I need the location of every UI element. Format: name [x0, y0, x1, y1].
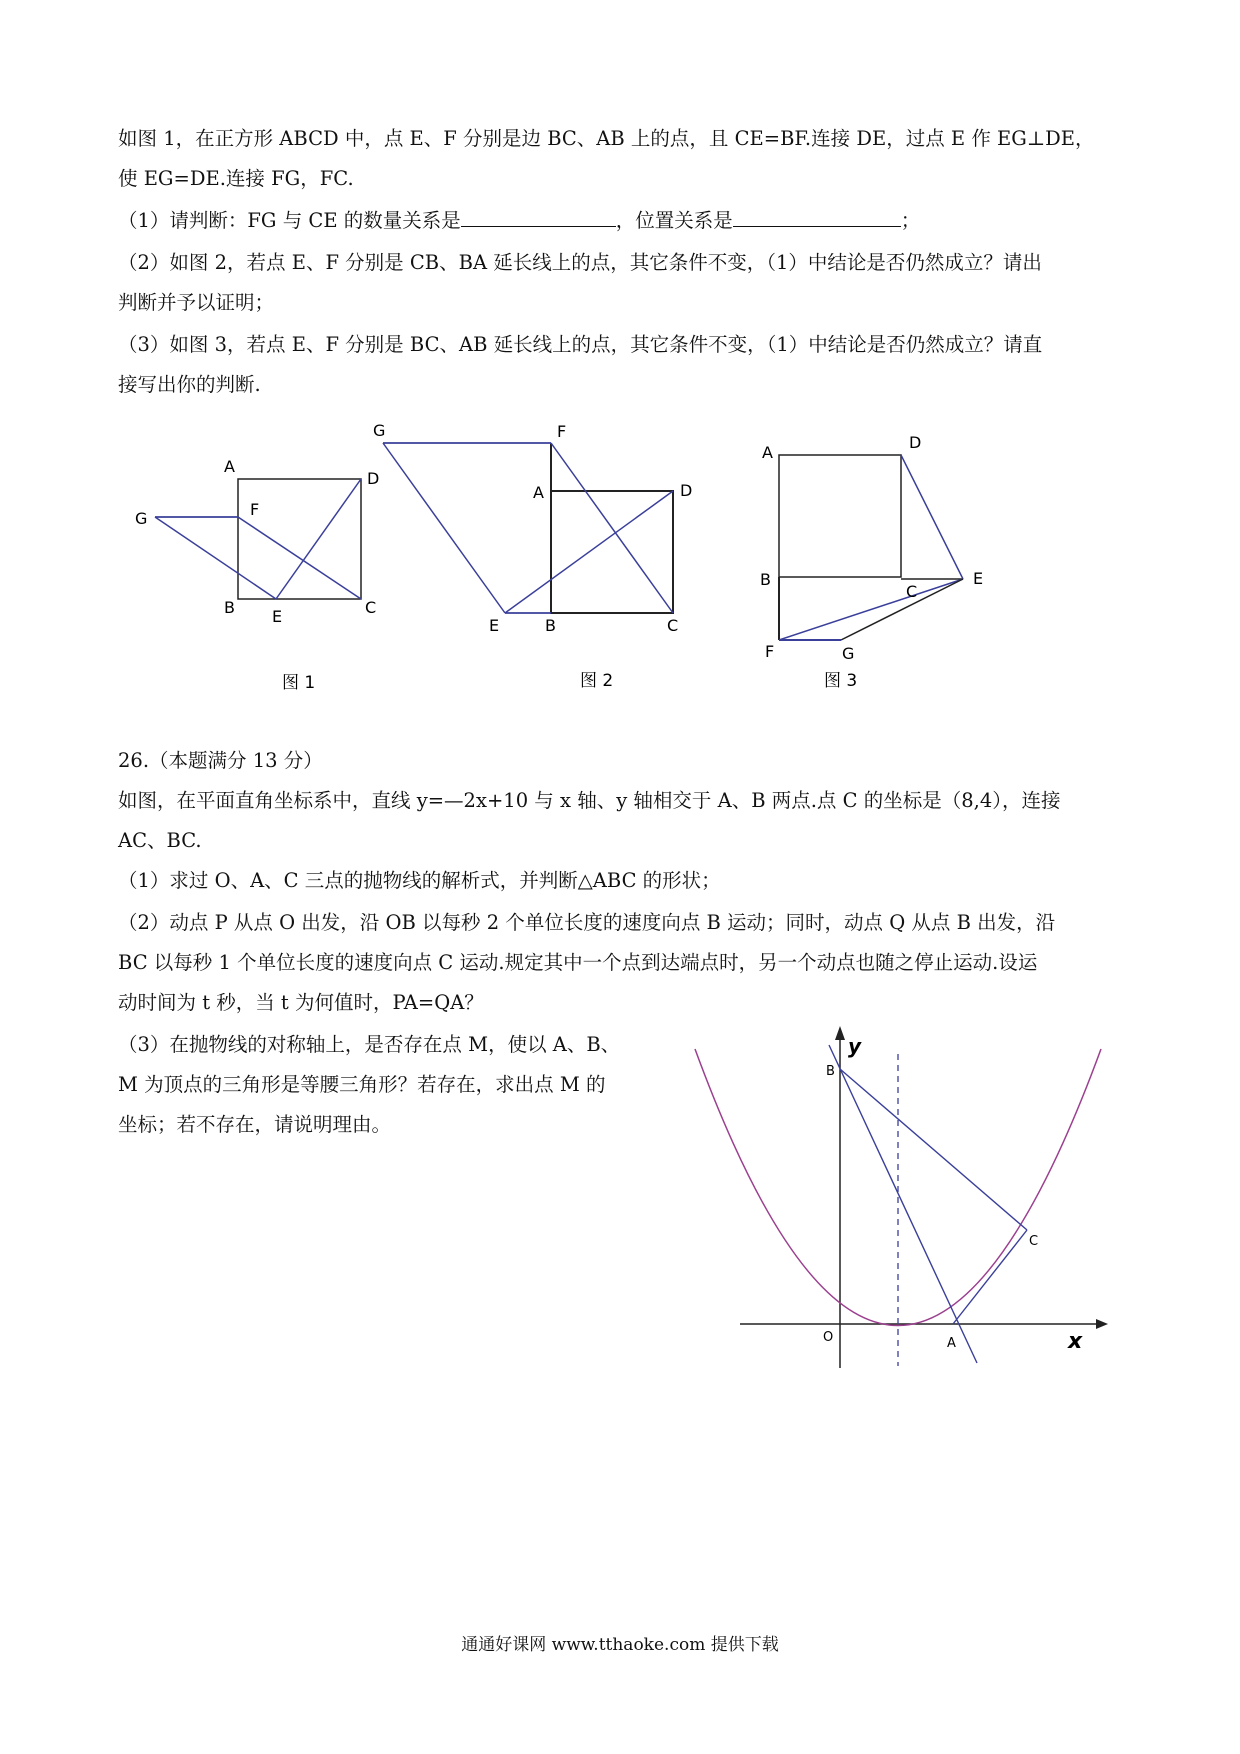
- p26-question2-line1: （2）动点 P 从点 O 出发，沿 OB 以每秒 2 个单位长度的速度向点 B 运动；同时，动点 Q 从点 B 出发，沿: [118, 911, 1056, 934]
- coordinate-graph: [680, 1020, 1120, 1380]
- fig1-label-D: D: [367, 469, 380, 488]
- fig1-segment-GE: [155, 517, 276, 599]
- geometry-figures: [0, 400, 1240, 700]
- fig3-label-G: G: [842, 644, 855, 663]
- fig3-label-B: B: [760, 570, 771, 589]
- fig2-label-A: A: [533, 483, 544, 502]
- label-C: C: [1029, 1234, 1039, 1249]
- p26-question3-line1: （3）在抛物线的对称轴上，是否存在点 M，使以 A、B、: [118, 1033, 621, 1056]
- p26-question2-line3: 动时间为 t 秒，当 t 为何值时，PA=QA？: [118, 991, 484, 1014]
- q1-text-c: ；: [900, 209, 921, 232]
- figure-2: [373, 421, 692, 691]
- p26-question1: （1）求过 O、A、C 三点的抛物线的解析式，并判断△ABC 的形状；: [118, 869, 721, 892]
- p25-question2-line1: （2）如图 2，若点 E、F 分别是 CB、BA 延长线上的点，其它条件不变，（1）中结论是否仍然成立？请出: [118, 251, 1042, 274]
- label-A: A: [947, 1336, 956, 1351]
- fig3-label-E: E: [973, 569, 984, 588]
- page-footer: 通通好课网 www.tthaoke.com 提供下载: [461, 1635, 779, 1655]
- label-B: B: [826, 1064, 835, 1079]
- fig2-label-G: G: [373, 421, 386, 440]
- q1-blank-quantity[interactable]: [461, 208, 616, 227]
- q1-blank-position[interactable]: [733, 208, 901, 227]
- p26-question3-line2: M 为顶点的三角形是等腰三角形？若存在，求出点 M 的: [118, 1073, 606, 1096]
- q1-text-b: ，位置关系是: [615, 209, 733, 232]
- segment-AC: [953, 1230, 1027, 1324]
- fig3-segment-FC: [779, 579, 963, 640]
- fig2-label-F: F: [557, 422, 567, 441]
- p25-question1: [118, 208, 920, 234]
- fig2-label-E: E: [489, 616, 500, 635]
- fig3-label-D: D: [909, 433, 922, 452]
- fig1-caption: 图 1: [282, 673, 316, 693]
- p26-header: 26.（本题满分 13 分）: [118, 749, 323, 772]
- graph-svg: [680, 1020, 1120, 1380]
- fig1-segment-FC: [238, 517, 361, 599]
- line-AB: [829, 1045, 977, 1363]
- fig3-label-F: F: [765, 642, 775, 661]
- fig3-label-A: A: [762, 443, 773, 462]
- figure-1: [135, 457, 379, 693]
- y-axis-label: y: [848, 1034, 862, 1058]
- fig2-segment-FC: [551, 443, 673, 613]
- fig2-square: [551, 491, 673, 613]
- p25-question3-line2: 接写出你的判断.: [118, 373, 261, 396]
- p25-intro-line1: 如图 1，在正方形 ABCD 中，点 E、F 分别是边 BC、AB 上的点，且 CE=BF.连接 DE，过点 E 作 EG⊥DE，: [118, 127, 1095, 150]
- fig2-label-C: C: [667, 616, 679, 635]
- p26-intro-line1: 如图，在平面直角坐标系中，直线 y=—2x+10 与 x 轴、y 轴相交于 A、B 两点.点 C 的坐标是（8,4），连接: [118, 789, 1061, 812]
- fig2-label-B: B: [545, 616, 556, 635]
- x-axis-label: x: [1068, 1329, 1083, 1354]
- p25-question2-line2: 判断并予以证明；: [118, 291, 275, 314]
- fig1-label-B: B: [224, 598, 235, 617]
- y-axis-arrow: [835, 1026, 845, 1040]
- fig3-segment-GE: [841, 579, 963, 640]
- x-axis-arrow: [1096, 1319, 1108, 1329]
- fig1-label-G: G: [135, 509, 148, 528]
- p25-question3-line1: （3）如图 3，若点 E、F 分别是 BC、AB 延长线上的点，其它条件不变，（1）中结论是否仍然成立？请直: [118, 333, 1043, 356]
- p26-question2-line2: BC 以每秒 1 个单位长度的速度向点 C 运动.规定其中一个点到达端点时，另一个动点也随之停止运动.设运: [118, 951, 1038, 974]
- fig1-square: [238, 479, 361, 599]
- fig1-label-F: F: [250, 500, 260, 519]
- fig1-segment-ED: [276, 479, 361, 599]
- fig1-label-C: C: [365, 598, 377, 617]
- q1-text-a: （1）请判断：FG 与 CE 的数量关系是: [118, 209, 461, 232]
- label-O: O: [823, 1330, 834, 1345]
- fig2-label-D: D: [680, 481, 693, 500]
- fig3-label-C: C: [906, 582, 918, 601]
- figure-3: [760, 433, 983, 691]
- fig2-segment-GE: [383, 443, 505, 613]
- fig3-segment-DE: [901, 455, 963, 579]
- segment-BC: [840, 1069, 1027, 1230]
- fig3-caption: 图 3: [824, 671, 858, 691]
- fig1-label-E: E: [272, 607, 283, 626]
- fig1-label-A: A: [224, 457, 235, 476]
- p26-intro-line2: AC、BC.: [118, 829, 202, 852]
- fig2-caption: 图 2: [580, 671, 614, 691]
- fig3-square: [779, 455, 901, 577]
- p26-question3-line3: 坐标；若不存在，请说明理由。: [118, 1113, 392, 1136]
- fig2-segment-ED: [505, 491, 673, 613]
- figures-svg: [0, 400, 1240, 700]
- p25-intro-line2: 使 EG=DE.连接 FG，FC.: [118, 167, 354, 190]
